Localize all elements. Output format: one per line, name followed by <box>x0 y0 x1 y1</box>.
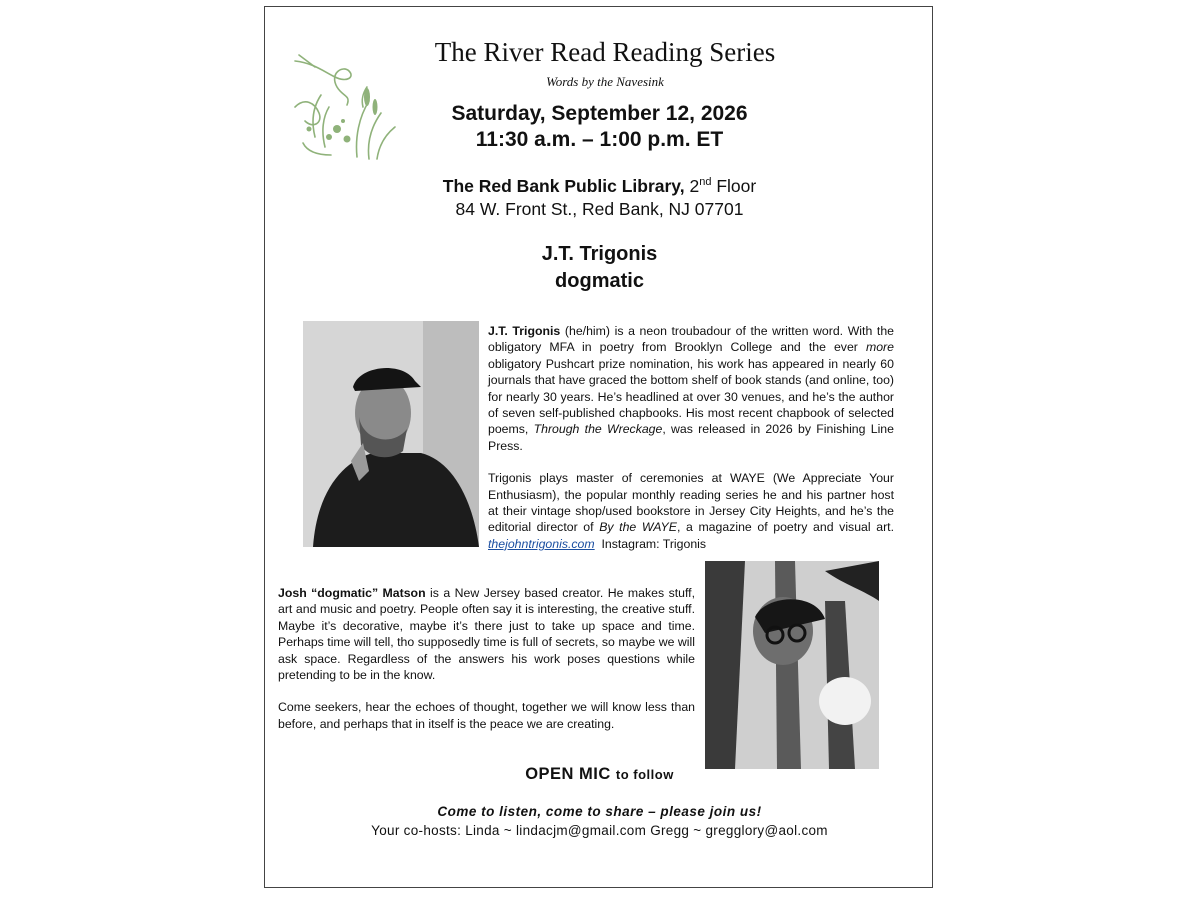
bio-two-text-a: is a New Jersey based creator. He makes stuff, art and music and poetry. People often say it is interesting, the creative stuff. Maybe it’s decorative, maybe it’s there just to take up space and time. Perhaps time will tell, tho supposedly time is full of secrets, so maybe we will ask space. Regardless of the answers his work poses questions while pretending to be in the know. <box>278 586 696 683</box>
open-mic-line <box>265 765 934 784</box>
bio-two-paragraph-one <box>278 585 695 683</box>
reader-two-bio <box>278 585 695 748</box>
event-venue <box>265 171 934 221</box>
bio-one-magazine-title: By the WAYE <box>599 520 677 535</box>
bio-one-paragraph-two <box>488 470 894 552</box>
reader-two-name: dogmatic <box>555 270 644 292</box>
venue-floor-number: 2 <box>689 175 700 196</box>
bio-one-text-d: Trigonis plays master of ceremonies at WAYE (We Appreciate Your Enthusiasm), the popular monthly reading series he and his partner host at their vintage shop/used bookstore in Jersey City Heights, and he’s the editorial director of <box>488 471 894 535</box>
event-time: 11:30 a.m. – 1:00 p.m. ET <box>475 128 724 151</box>
reader-one-bio <box>488 323 894 568</box>
bio-one-book-title: Through the Wreckage <box>533 422 663 437</box>
bio-one-text-a: (he/him) is a neon troubadour of the written word. With the obligatory MFA in poetry from Brooklyn College and the ever <box>488 324 895 355</box>
series-subtitle: Words by the Navesink <box>546 74 664 89</box>
flyer-page <box>264 6 933 888</box>
bio-one-name: J.T. Trigonis <box>488 324 561 338</box>
venue-address: 84 W. Front St., Red Bank, NJ 07701 <box>455 198 744 219</box>
bio-one-text-e: , a magazine of poetry and visual art. <box>676 520 895 535</box>
reader-two-photo <box>705 561 879 769</box>
open-mic-label: OPEN MIC <box>525 765 611 783</box>
bio-one-text-c: , was released in 2026 by Finishing Line Press. <box>488 422 894 453</box>
website-link[interactable]: thejohntrigonis.com <box>488 536 595 551</box>
bio-one-text-b: obligatory Pushcart prize nomination, his work has appeared in nearly 60 journals that have graced the bottom shelf of book stands (and online, too) for nearly 30 years. He’s headlined at over 30 venues, and he’s the author of seven self-published chapbooks. His most recent chapbook of selected poems, <box>488 356 894 437</box>
instagram-handle: Instagram: Trigonis <box>601 536 707 551</box>
co-hosts-line: Your co-hosts: Linda ~ lindacjm@gmail.com Gregg ~ gregglory@aol.com <box>371 823 828 838</box>
venue-floor-word: Floor <box>716 175 757 196</box>
join-us-line: Come to listen, come to share – please join us! <box>437 804 762 819</box>
venue-name: The Red Bank Public Library, <box>442 175 685 196</box>
bio-one-more: more <box>865 340 894 355</box>
series-title: The River Read Reading Series <box>434 37 776 67</box>
bio-two-name: Josh “dogmatic” Matson <box>278 586 426 600</box>
venue-floor-suffix: nd <box>699 176 712 188</box>
bio-two-paragraph-two: Come seekers, hear the echoes of thought, together we will know less than before, and perhaps that in itself is the peace we are creating. <box>278 700 695 731</box>
featured-readers <box>265 241 934 295</box>
reader-one-name: J.T. Trigonis <box>541 243 658 265</box>
reader-one-photo <box>303 321 479 547</box>
event-datetime <box>265 101 934 153</box>
to-follow-label: to follow <box>615 767 674 782</box>
event-date: Saturday, September 12, 2026 <box>451 102 748 125</box>
venue-line <box>265 171 934 198</box>
bio-one-paragraph-one <box>488 323 894 454</box>
